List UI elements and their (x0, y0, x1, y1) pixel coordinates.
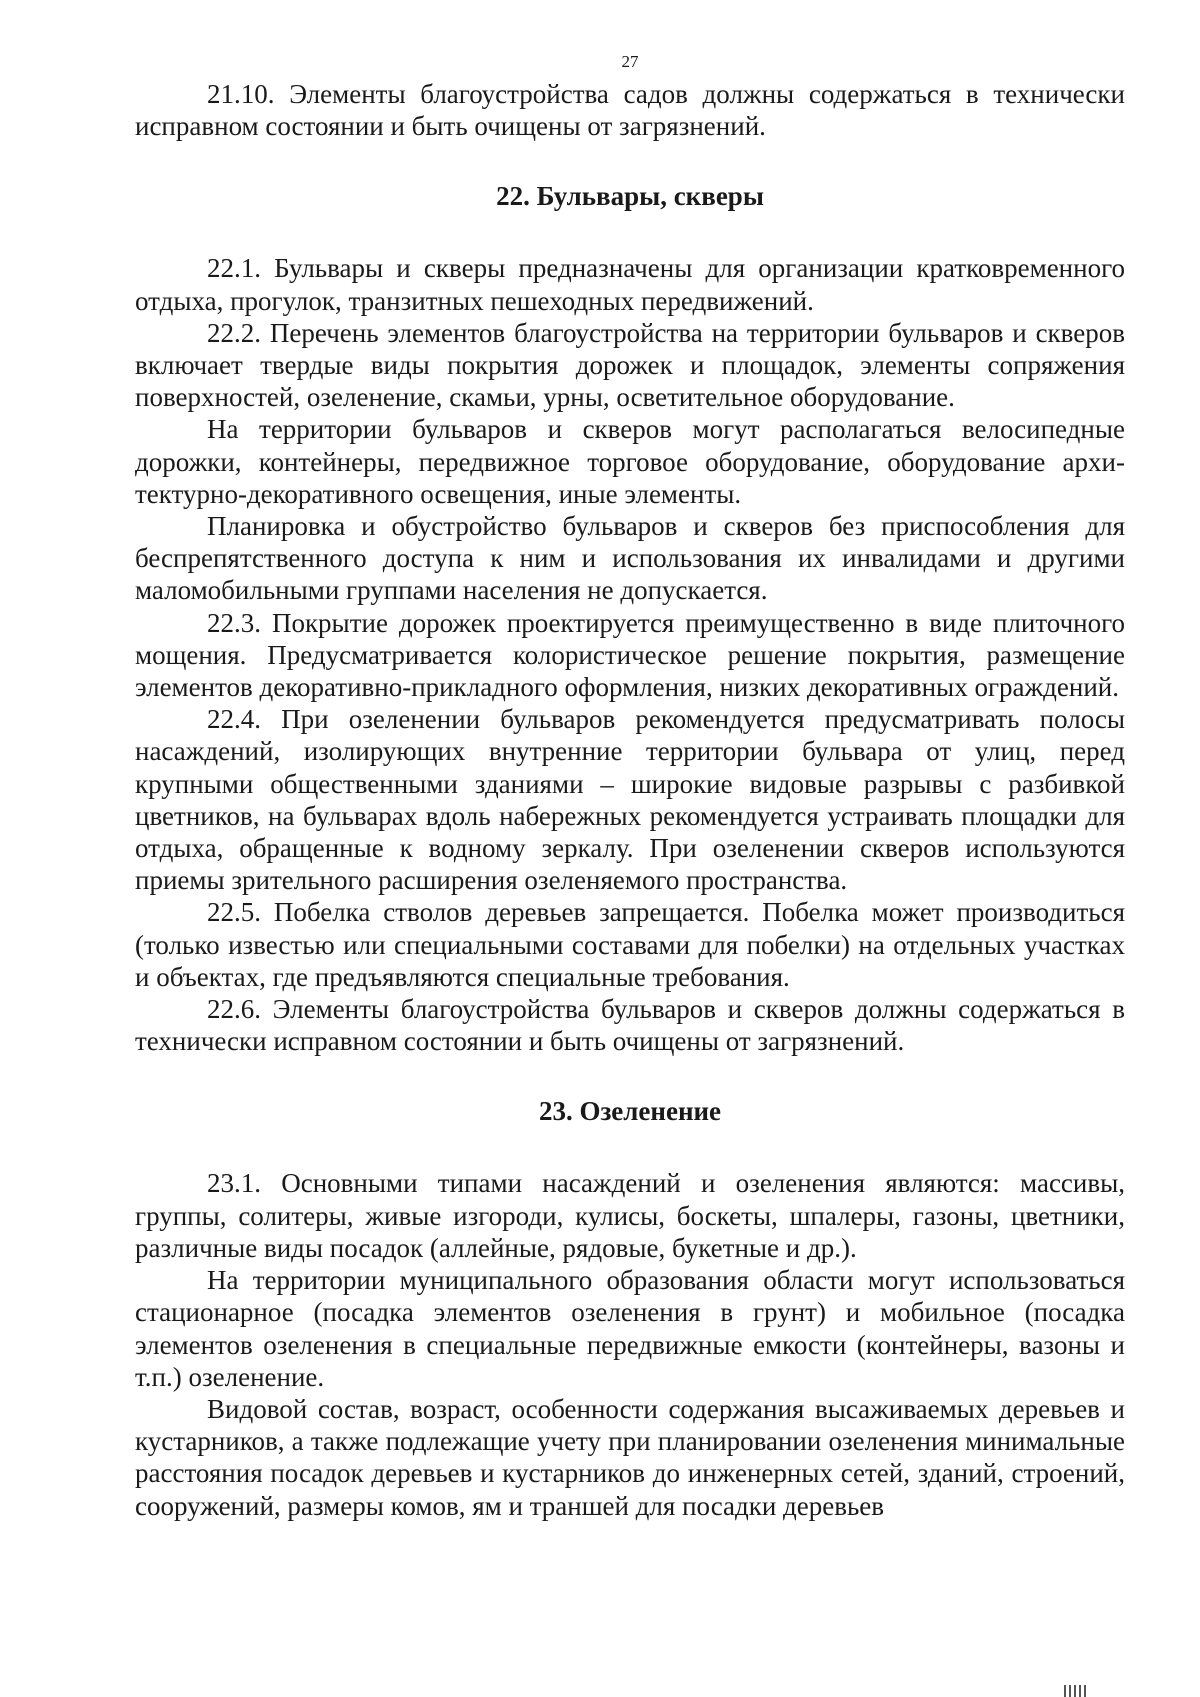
paragraph-23-1-a: На территории муниципального образования области могут использоваться стационарное (посадка элементов озеленения в грунт) и мобильное (посадка элементов озеленения в специальные передвижные емкости (контейнеры, вазоны и т.п.) озеленение. (135, 1265, 1125, 1392)
scan-mark (1084, 1685, 1086, 1697)
section-23-heading: 23. Озеленение (538, 1096, 722, 1127)
section-22-heading: 22. Бульвары, скверы (496, 181, 764, 212)
paragraph-22-4: 22.4. При озеленении бульваров рекомендуется предусматривать полосы насаждений, изолирующих внутренние территории бульвара от улиц, перед крупными общественными зданиями – широкие видовые разрывы с разбивкой цветников, на бульварах вдоль набережных рекомендуется устраивать площадки для отдыха, обращенные к водному зеркалу. При озеленении скверов используются приемы зрительного расширения озеленяемого пространства. (135, 704, 1125, 896)
document-page (135, 52, 1125, 1522)
paragraph-22-5: 22.5. Побелка стволов деревьев запрещается. Побелка может производиться (только известью или специальными составами для побелки) на отдельных участках и объектах, где предъявляются специальные требования. (135, 897, 1125, 992)
paragraph-22-6: 22.6. Элементы благоустройства бульваров и скверов должны содержаться в технически исправном состоянии и быть очищены от загрязнений. (135, 994, 1125, 1057)
paragraph-22-1: 22.1. Бульвары и скверы предназначены для организации кратковременного отдыха, прогулок, транзитных пешеходных передвижений. (135, 253, 1125, 316)
scan-mark (1074, 1685, 1076, 1697)
paragraph-23-1: 23.1. Основными типами насаждений и озеленения являются: массивы, группы, солитеры, живые изгороди, кулисы, боскеты, шпалеры, газоны, цветники, различные виды посадок (аллейные, рядовые, букетные и др.). (135, 1168, 1125, 1263)
paragraph-22-2: 22.2. Перечень элементов благоустройства на территории бульваров и скверов включает твердые виды покрытия дорожек и площадок, элементы сопряжения поверхностей, озеленение, скамьи, урны, осветительное оборудование. (135, 317, 1125, 413)
paragraph-23-1-b: Видовой состав, возраст, особенности содержания высаживаемых деревьев и кустарников, а также подлежащие учету при планировании озеленения минимальные расстояния посадок деревьев и кустарников до инженерных сетей, зданий, строений, сооружений, размеры комов, ям и траншей для посадки деревьев (135, 1393, 1125, 1521)
scan-mark (1064, 1685, 1066, 1697)
paragraph-22-2-b: Планировка и обустройство бульваров и скверов без приспособления для беспрепятственного доступа к ним и использования их инвалидами и другими маломобильными группами населения не допускается. (135, 511, 1125, 606)
scan-edge-marks (1064, 1680, 1124, 1697)
page-number: 27 (621, 52, 639, 71)
paragraph-22-3: 22.3. Покрытие дорожек проектируется преимущественно в виде плиточного мощения. Предусматривается колористическое решение покрытия, размещение элементов декоративно-прикладного оформления, низких декоративных ограждений. (135, 607, 1125, 703)
scan-mark (1079, 1685, 1081, 1697)
paragraph-21-10: 21.10. Элементы благоустройства садов должны содержаться в технически исправном состоянии и быть очищены от загрязнений. (135, 79, 1125, 142)
scan-mark (1069, 1685, 1071, 1697)
paragraph-22-2-a: На территории бульваров и скверов могут располагаться велосипедные дорожки, контейнеры, передвижное торговое оборудование, оборудование архитектурно-декоративного освещения, иные элементы. (135, 414, 1125, 509)
